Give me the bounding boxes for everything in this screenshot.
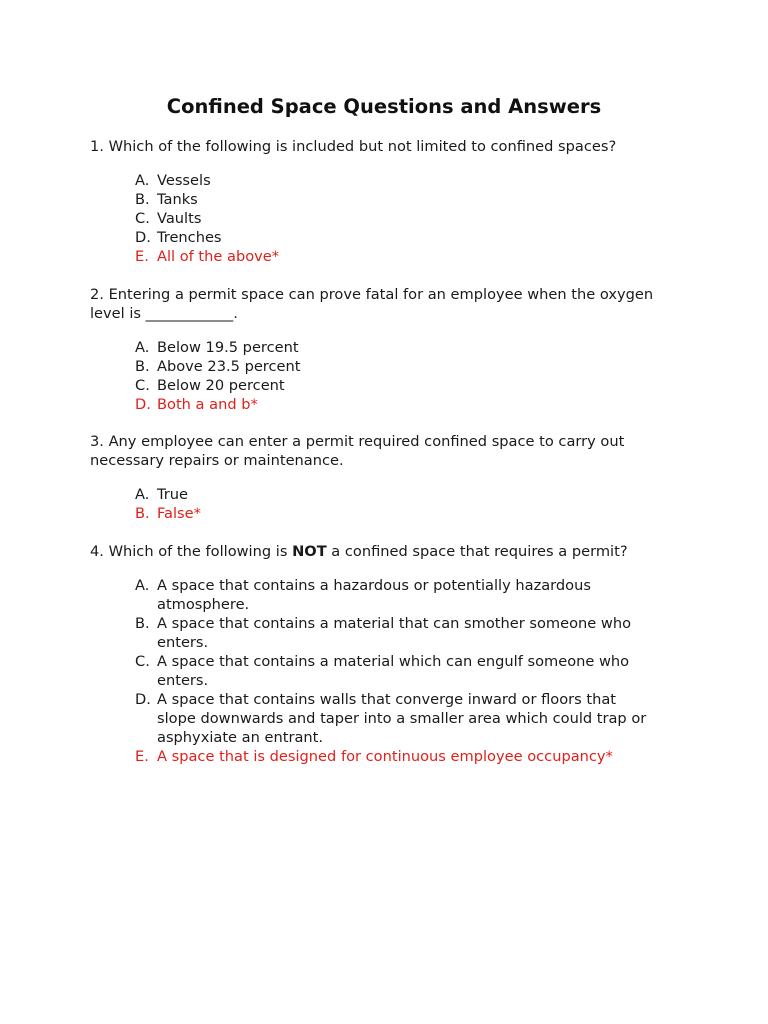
question-2-options [135, 338, 675, 414]
option-letter: A. [135, 172, 150, 189]
option-d [135, 228, 675, 247]
option-letter: A. [135, 486, 150, 503]
question-1-options [135, 171, 675, 266]
option-text: A space that contains walls that converge inward or floors that slope downwards and taper into a smaller area which could trap or asphyxiate an entrant. [157, 691, 647, 746]
question-text: Any employee can enter a permit required confined space to carry out necessary repairs or maintenance. [90, 433, 625, 469]
option-c [135, 652, 655, 690]
option-letter: E. [135, 248, 149, 265]
question-number: 3. [90, 433, 104, 450]
question-number: 4. [90, 543, 104, 560]
question-text: Which of the following is included but not limited to confined spaces? [108, 138, 617, 155]
page-title: Confined Space Questions and Answers [166, 95, 602, 118]
option-text: True [157, 486, 188, 503]
option-letter: C. [135, 653, 150, 670]
option-letter: B. [135, 191, 150, 208]
option-e-correct-answer [135, 747, 655, 766]
option-letter: E. [135, 748, 149, 765]
option-a [135, 485, 675, 504]
option-letter: D. [135, 229, 151, 246]
option-b [135, 190, 675, 209]
option-text: A space that contains a material that can smother someone who enters. [157, 615, 631, 651]
question-number: 2. [90, 286, 104, 303]
option-text: Both a and b* [157, 396, 258, 413]
question-1 [90, 137, 690, 156]
question-text: Entering a permit space can prove fatal for an employee when the oxygen level is ____________. [90, 286, 654, 322]
question-4-options [135, 576, 655, 766]
option-text: A space that contains a material which can engulf someone who enters. [157, 653, 630, 689]
option-b-correct-answer [135, 504, 675, 523]
option-text: All of the above* [157, 248, 280, 265]
option-text: Vaults [157, 210, 202, 227]
question-3-options [135, 485, 675, 523]
option-b [135, 614, 655, 652]
option-c [135, 376, 675, 395]
option-a [135, 576, 655, 614]
option-text: Vessels [157, 172, 211, 189]
question-number: 1. [90, 138, 104, 155]
option-letter: B. [135, 358, 150, 375]
option-text: False* [157, 505, 201, 522]
option-a [135, 171, 675, 190]
option-d-correct-answer [135, 395, 675, 414]
option-text: Below 19.5 percent [157, 339, 299, 356]
option-letter: D. [135, 691, 151, 708]
option-letter: B. [135, 615, 150, 632]
option-c [135, 209, 675, 228]
option-text: Below 20 percent [157, 377, 285, 394]
option-a [135, 338, 675, 357]
option-letter: A. [135, 339, 150, 356]
option-text: A space that is designed for continuous employee occupancy* [157, 748, 613, 765]
option-text: A space that contains a hazardous or potentially hazardous atmosphere. [157, 577, 591, 613]
option-letter: A. [135, 577, 150, 594]
question-emphasis-not: NOT [292, 543, 327, 560]
option-letter: B. [135, 505, 150, 522]
question-2 [90, 285, 690, 323]
option-text: Trenches [157, 229, 222, 246]
option-text: Tanks [157, 191, 198, 208]
question-3 [90, 432, 690, 470]
option-letter: D. [135, 396, 151, 413]
option-d [135, 690, 655, 747]
option-letter: C. [135, 210, 150, 227]
question-text-before: Which of the following is [108, 543, 288, 560]
question-text-after: a confined space that requires a permit? [331, 543, 628, 560]
option-e-correct-answer [135, 247, 675, 266]
question-4 [90, 542, 690, 561]
option-letter: C. [135, 377, 150, 394]
option-b [135, 357, 675, 376]
option-text: Above 23.5 percent [157, 358, 301, 375]
